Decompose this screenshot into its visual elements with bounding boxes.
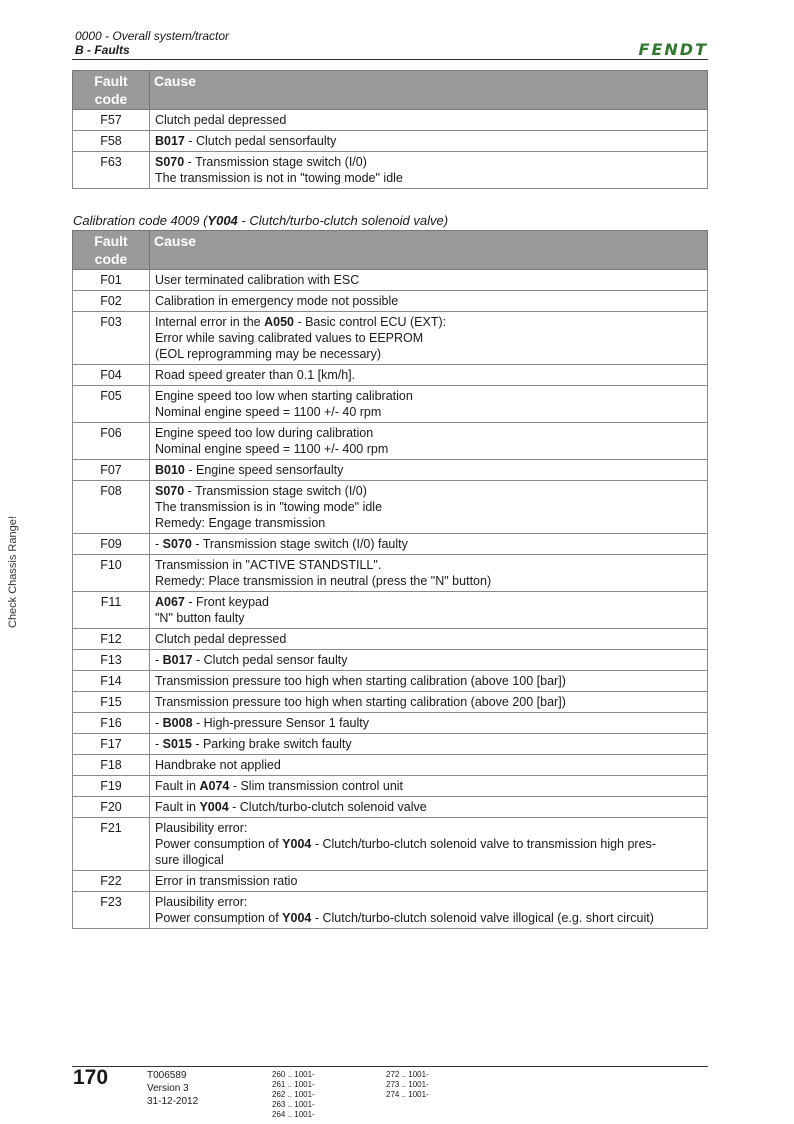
table-row	[73, 481, 708, 534]
fault-cause	[150, 291, 708, 312]
cause-line	[155, 293, 702, 309]
table-row	[73, 818, 708, 871]
cause-text: - Slim transmission control unit	[229, 779, 404, 793]
fault-code: F09	[73, 534, 150, 555]
fault-cause	[150, 312, 708, 365]
cause-text: - Clutch pedal sensor faulty	[192, 653, 348, 667]
fault-cause	[150, 692, 708, 713]
cause-text: Handbrake not applied	[155, 758, 281, 772]
fault-cause	[150, 481, 708, 534]
cause-line	[155, 715, 702, 731]
calibration-caption	[73, 213, 448, 228]
fault-code: F08	[73, 481, 150, 534]
model-range: 261 .. 1001-	[272, 1080, 315, 1089]
cause-text: User terminated calibration with ESC	[155, 273, 360, 287]
fault-code: F07	[73, 460, 150, 481]
fault-code: F02	[73, 291, 150, 312]
page-number: 170	[73, 1066, 109, 1089]
caption-suffix: - Clutch/turbo-clutch solenoid valve)	[237, 213, 449, 228]
cause-line	[155, 673, 702, 689]
model-range: 260 .. 1001-	[272, 1070, 315, 1079]
fault-cause	[150, 555, 708, 592]
cause-line	[155, 112, 702, 128]
fault-code: F58	[73, 131, 150, 152]
model-range: 263 .. 1001-	[272, 1100, 315, 1109]
fault-cause	[150, 131, 708, 152]
table-row	[73, 365, 708, 386]
cause-text: sure illogical	[155, 853, 224, 867]
component-code: B017	[155, 134, 185, 148]
cause-line	[155, 852, 702, 868]
table-row	[73, 152, 708, 189]
cause-line	[155, 573, 702, 589]
table-row	[73, 671, 708, 692]
cause-text: Power consumption of	[155, 837, 283, 851]
fault-cause	[150, 152, 708, 189]
cause-line	[155, 910, 702, 926]
component-code: S015	[162, 737, 192, 751]
fault-cause	[150, 776, 708, 797]
cause-text: "N" button faulty	[155, 611, 245, 625]
model-list-1	[272, 1070, 315, 1120]
cause-text: -	[155, 716, 163, 730]
cause-line	[155, 441, 702, 457]
fault-table-general	[72, 70, 708, 189]
fault-code: F23	[73, 892, 150, 929]
fault-cause	[150, 871, 708, 892]
cause-text: Plausibility error:	[155, 821, 248, 835]
fault-code: F15	[73, 692, 150, 713]
fault-cause	[150, 671, 708, 692]
fault-code: F22	[73, 871, 150, 892]
cause-text: - Front keypad	[184, 595, 269, 609]
cause-text: - Engine speed sensorfaulty	[184, 463, 344, 477]
fault-cause	[150, 365, 708, 386]
cause-text: Fault in	[155, 779, 200, 793]
cause-text: - Clutch pedal sensorfaulty	[184, 134, 337, 148]
component-code: Y004	[282, 911, 312, 925]
cause-text: - Transmission stage switch (I/0)	[184, 484, 367, 498]
component-code: S070	[155, 155, 185, 169]
model-range: 264 .. 1001-	[272, 1110, 315, 1119]
cause-line	[155, 404, 702, 420]
fault-code: F20	[73, 797, 150, 818]
document-version: Version 3	[147, 1083, 189, 1094]
caption-prefix: Calibration code 4009 (	[73, 213, 208, 228]
caption-component: Y004	[207, 213, 238, 228]
component-code: A067	[155, 595, 185, 609]
cause-text: Plausibility error:	[155, 895, 248, 909]
cause-text: -	[155, 537, 163, 551]
fault-code: F11	[73, 592, 150, 629]
model-range: 262 .. 1001-	[272, 1090, 315, 1099]
cause-text: - Clutch/turbo-clutch solenoid valve to transmission high pres-	[311, 837, 656, 851]
cause-line	[155, 594, 702, 610]
document-date: 31-12-2012	[147, 1096, 199, 1107]
cause-line	[155, 425, 702, 441]
fault-cause	[150, 713, 708, 734]
table-row	[73, 871, 708, 892]
fault-cause	[150, 460, 708, 481]
cause-text: - Clutch/turbo-clutch solenoid valve illogical (e.g. short circuit)	[311, 911, 654, 925]
cause-text: - Clutch/turbo-clutch solenoid valve	[228, 800, 427, 814]
cause-line	[155, 799, 702, 815]
component-code: A074	[199, 779, 230, 793]
brand-logo: FENDT	[638, 40, 708, 59]
cause-text: Nominal engine speed = 1100 +/- 400 rpm	[155, 442, 389, 456]
cause-text: (EOL reprogramming may be necessary)	[155, 347, 382, 361]
side-label: Check Chassis Range!	[7, 516, 19, 628]
cause-line	[155, 631, 702, 647]
cause-text: Transmission in "ACTIVE STANDSTILL".	[155, 558, 382, 572]
cause-text: Engine speed too low when starting calibration	[155, 389, 413, 403]
fault-code: F01	[73, 270, 150, 291]
table-row	[73, 734, 708, 755]
fault-cause	[150, 818, 708, 871]
cause-line	[155, 652, 702, 668]
component-code: B008	[162, 716, 193, 730]
fault-table-calibration	[72, 230, 708, 929]
document-info	[147, 1069, 198, 1108]
cause-line	[155, 778, 702, 794]
cause-text: Internal error in the	[155, 315, 265, 329]
cause-text: Calibration in emergency mode not possible	[155, 294, 399, 308]
table-row	[73, 131, 708, 152]
component-code: S070	[155, 484, 185, 498]
cause-text: - High-pressure Sensor 1 faulty	[192, 716, 369, 730]
table-row	[73, 110, 708, 131]
table-row	[73, 629, 708, 650]
cause-text: Power consumption of	[155, 911, 283, 925]
cause-line	[155, 170, 702, 186]
cause-text: -	[155, 653, 163, 667]
cause-text: Fault in	[155, 800, 200, 814]
cause-text: Remedy: Place transmission in neutral (press the "N" button)	[155, 574, 492, 588]
fault-cause	[150, 110, 708, 131]
fault-cause	[150, 592, 708, 629]
document-id: T006589	[147, 1070, 187, 1081]
fault-code: F19	[73, 776, 150, 797]
table-row	[73, 270, 708, 291]
cause-text: Road speed greater than 0.1 [km/h].	[155, 368, 356, 382]
column-header-fault-code: Fault code	[73, 71, 150, 110]
fault-code: F16	[73, 713, 150, 734]
cause-line	[155, 499, 702, 515]
fault-code: F14	[73, 671, 150, 692]
cause-text: Transmission pressure too high when starting calibration (above 200 [bar])	[155, 695, 566, 709]
component-code: B017	[162, 653, 193, 667]
cause-line	[155, 820, 702, 836]
cause-line	[155, 388, 702, 404]
fault-cause	[150, 892, 708, 929]
column-header-cause: Cause	[150, 231, 708, 270]
cause-line	[155, 272, 702, 288]
model-range: 273 .. 1001-	[386, 1080, 429, 1089]
cause-text: Remedy: Engage transmission	[155, 516, 326, 530]
fault-cause	[150, 629, 708, 650]
fault-code: F21	[73, 818, 150, 871]
fault-code: F17	[73, 734, 150, 755]
fault-code: F57	[73, 110, 150, 131]
cause-line	[155, 894, 702, 910]
fault-cause	[150, 797, 708, 818]
component-code: S070	[162, 537, 192, 551]
fault-code: F63	[73, 152, 150, 189]
section-title: 0000 - Overall system/tractor	[75, 29, 230, 43]
fault-cause	[150, 534, 708, 555]
fault-code: F18	[73, 755, 150, 776]
table-row	[73, 776, 708, 797]
component-code: Y004	[282, 837, 312, 851]
cause-line	[155, 367, 702, 383]
cause-text: - Transmission stage switch (I/0)	[184, 155, 367, 169]
table-row	[73, 713, 708, 734]
cause-line	[155, 483, 702, 499]
component-code: A050	[264, 315, 294, 329]
table-row	[73, 423, 708, 460]
table-row	[73, 460, 708, 481]
fault-cause	[150, 755, 708, 776]
table-row	[73, 555, 708, 592]
cause-text: Engine speed too low during calibration	[155, 426, 374, 440]
table-row	[73, 534, 708, 555]
cause-text: The transmission is in "towing mode" idle	[155, 500, 383, 514]
fault-cause	[150, 423, 708, 460]
cause-line	[155, 610, 702, 626]
table-row	[73, 291, 708, 312]
table-row	[73, 755, 708, 776]
fault-code: F03	[73, 312, 150, 365]
cause-line	[155, 314, 702, 330]
cause-line	[155, 515, 702, 531]
cause-text: -	[155, 737, 163, 751]
component-code: B010	[155, 463, 185, 477]
fault-code: F04	[73, 365, 150, 386]
fault-code: F05	[73, 386, 150, 423]
model-list-2	[386, 1070, 429, 1100]
cause-line	[155, 133, 702, 149]
model-range: 274 .. 1001-	[386, 1090, 429, 1099]
fault-code: F12	[73, 629, 150, 650]
cause-line	[155, 154, 702, 170]
footer-divider	[72, 1066, 708, 1067]
table-row	[73, 312, 708, 365]
cause-text: - Basic control ECU (EXT):	[293, 315, 447, 329]
fault-cause	[150, 734, 708, 755]
cause-text: Clutch pedal depressed	[155, 113, 287, 127]
cause-text: Error in transmission ratio	[155, 874, 298, 888]
cause-line	[155, 694, 702, 710]
component-code: Y004	[199, 800, 229, 814]
header-divider	[72, 59, 708, 60]
column-header-cause: Cause	[150, 71, 708, 110]
cause-text: The transmission is not in "towing mode" idle	[155, 171, 403, 185]
table-row	[73, 892, 708, 929]
table-row	[73, 386, 708, 423]
table-row	[73, 650, 708, 671]
cause-line	[155, 346, 702, 362]
cause-text: Nominal engine speed = 1100 +/- 40 rpm	[155, 405, 382, 419]
cause-text: Error while saving calibrated values to EEPROM	[155, 331, 424, 345]
table-row	[73, 692, 708, 713]
table-row	[73, 797, 708, 818]
cause-text: Clutch pedal depressed	[155, 632, 287, 646]
cause-line	[155, 462, 702, 478]
fault-code: F06	[73, 423, 150, 460]
cause-line	[155, 873, 702, 889]
cause-text: Transmission pressure too high when starting calibration (above 100 [bar])	[155, 674, 566, 688]
fault-cause	[150, 650, 708, 671]
column-header-fault-code: Fault code	[73, 231, 150, 270]
cause-line	[155, 757, 702, 773]
cause-line	[155, 736, 702, 752]
cause-line	[155, 836, 702, 852]
subsection-title: B - Faults	[75, 43, 130, 57]
cause-line	[155, 330, 702, 346]
cause-text: - Transmission stage switch (I/0) faulty	[191, 537, 408, 551]
table-row	[73, 592, 708, 629]
fault-code: F10	[73, 555, 150, 592]
cause-line	[155, 557, 702, 573]
model-range: 272 .. 1001-	[386, 1070, 429, 1079]
fault-cause	[150, 270, 708, 291]
fault-code: F13	[73, 650, 150, 671]
fault-cause	[150, 386, 708, 423]
cause-line	[155, 536, 702, 552]
cause-text: - Parking brake switch faulty	[191, 737, 352, 751]
